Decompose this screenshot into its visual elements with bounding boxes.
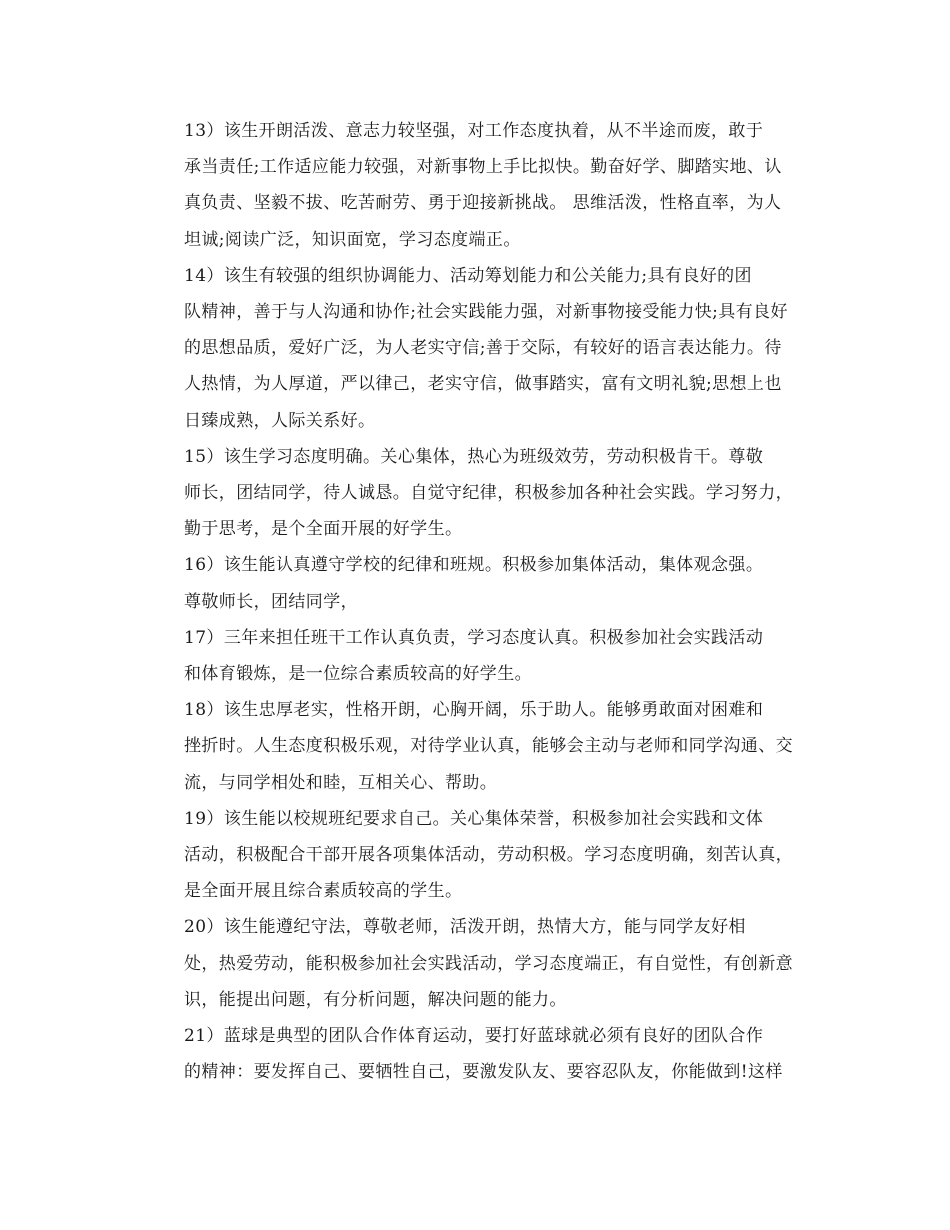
- paragraph-17: [147, 620, 803, 692]
- paragraph-21: [147, 1018, 803, 1090]
- paragraph-line: 队精神，善于与人沟通和协作;社会实践能力强，对新事物接受能力快;具有良好: [184, 302, 788, 323]
- paragraph-line: 人热情，为人厚道，严以律己，老实守信，做事踏实，富有文明礼貌;思想上也: [184, 374, 782, 395]
- paragraph-13: [147, 113, 803, 258]
- paragraph-line: 17）三年来担任班干工作认真负责，学习态度认真。积极参加社会实践活动: [184, 627, 764, 648]
- paragraph-line: 尊敬师长，团结同学，: [184, 591, 358, 612]
- paragraph-line: 15）该生学习态度明确。关心集体，热心为班级效劳，劳动积极肯干。尊敬: [184, 446, 764, 467]
- document-body: [147, 113, 803, 1090]
- paragraph-16: [147, 547, 803, 619]
- paragraph-line: 活动，积极配合干部开展各项集体活动，劳动积极。学习态度明确，刻苦认真，: [184, 845, 793, 866]
- paragraph-18: [147, 692, 803, 801]
- paragraph-line: 19）该生能以校规班纪要求自己。关心集体荣誉，积极参加社会实践和文体: [184, 808, 764, 829]
- paragraph-line: 日臻成熟，人际关系好。: [184, 410, 376, 431]
- paragraph-line: 的思想品质，爱好广泛，为人老实守信;善于交际，有较好的语言表达能力。待: [184, 338, 782, 359]
- paragraph-line: 承当责任;工作适应能力较强，对新事物上手比拟快。勤奋好学、脚踏实地、认: [184, 157, 782, 178]
- paragraph-line: 挫折时。人生态度积极乐观，对待学业认真，能够会主动与老师和同学沟通、交: [184, 736, 793, 757]
- paragraph-line: 14）该生有较强的组织协调能力、活动筹划能力和公关能力;具有良好的团: [184, 265, 752, 286]
- paragraph-line: 识，能提出问题，有分析问题，解决问题的能力。: [184, 989, 567, 1010]
- paragraph-line: 20）该生能遵纪守法，尊敬老师，活泼开朗，热情大方，能与同学友好相: [184, 917, 746, 938]
- paragraph-line: 是全面开展且综合素质较高的学生。: [184, 881, 463, 902]
- paragraph-14: [147, 258, 803, 439]
- paragraph-line: 16）该生能认真遵守学校的纪律和班规。积极参加集体活动，集体观念强。: [184, 555, 764, 576]
- paragraph-line: 和体育锻炼，是一位综合素质较高的好学生。: [184, 664, 532, 685]
- paragraph-line: 流，与同学相处和睦，互相关心、帮助。: [184, 772, 498, 793]
- paragraph-line: 的精神：要发挥自己、要牺牲自己，要激发队友、要容忍队友，你能做到!这样: [184, 1062, 783, 1083]
- paragraph-line: 师长，团结同学，待人诚恳。自觉守纪律，积极参加各种社会实践。学习努力，: [184, 483, 793, 504]
- paragraph-line: 13）该生开朗活泼、意志力较坚强，对工作态度执着，从不半途而废，敢于: [184, 121, 764, 141]
- paragraph-line: 勤于思考，是个全面开展的好学生。: [184, 519, 463, 540]
- paragraph-line: 处，热爱劳动，能积极参加社会实践活动，学习态度端正，有自觉性，有创新意: [184, 953, 793, 974]
- paragraph-line: 21）蓝球是典型的团队合作体育运动，要打好蓝球就必须有良好的团队合作: [184, 1026, 764, 1047]
- paragraph-15: [147, 439, 803, 548]
- paragraph-19: [147, 801, 803, 910]
- paragraph-line: 坦诚;阅读广泛，知识面宽，学习态度端正。: [184, 229, 521, 250]
- paragraph-20: [147, 909, 803, 1018]
- paragraph-line: 真负责、坚毅不拔、吃苦耐劳、勇于迎接新挑战。 思维活泼，性格直率，为人: [184, 193, 782, 214]
- paragraph-line: 18）该生忠厚老实，性格开朗，心胸开阔，乐于助人。能够勇敢面对困难和: [184, 700, 764, 721]
